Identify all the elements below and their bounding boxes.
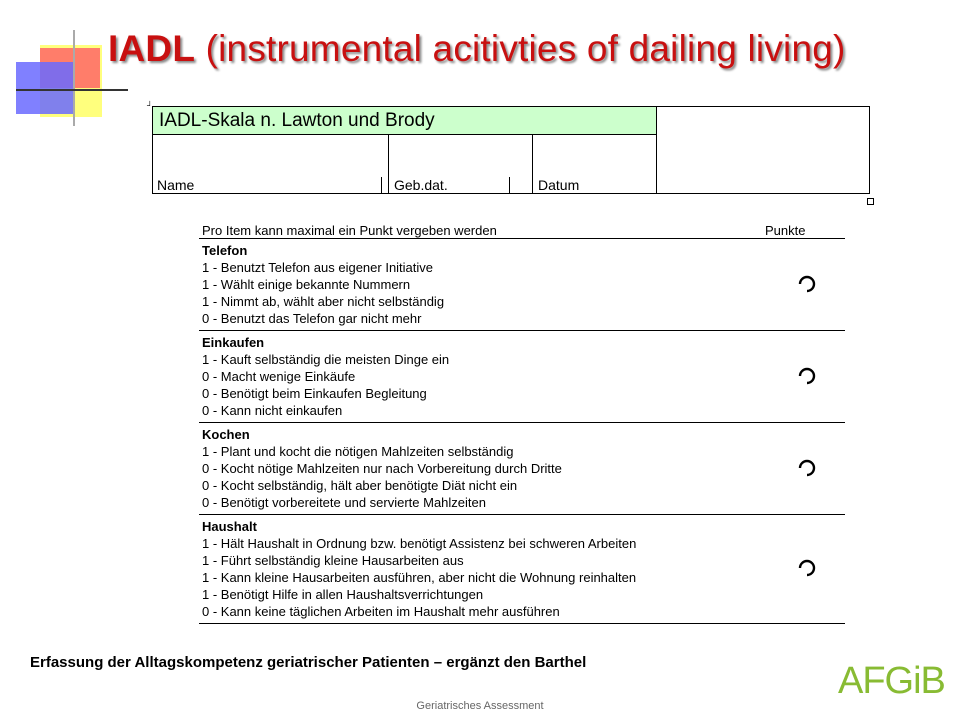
field-separator: [381, 177, 382, 194]
footer-small-text: Geriatrisches Assessment: [416, 700, 544, 712]
option-line: 1 - Kann kleine Hausarbeiten ausführen, aber nicht die Wohnung reinhalten: [202, 570, 637, 585]
items-table: [199, 221, 845, 624]
slide-title: [108, 28, 846, 70]
points-circle-icon[interactable]: [796, 457, 818, 479]
field-label-name: Name: [157, 177, 195, 193]
points-circle-icon[interactable]: [796, 273, 818, 295]
items-header: [199, 221, 845, 239]
header-cell-right-top: [657, 107, 871, 193]
afgib-logo: [838, 660, 945, 703]
option-line: 1 - Wählt einige bekannte Nummern: [202, 277, 411, 292]
option-line: 0 - Kann nicht einkaufen: [202, 403, 343, 418]
footer-caption: Erfassung der Alltagskompetenz geriatrischer Patienten – ergänzt den Barthel: [30, 654, 587, 671]
option-line: 0 - Kann keine täglichen Arbeiten im Haushalt mehr ausführen: [202, 604, 560, 619]
option-line: 1 - Hält Haushalt in Ordnung bzw. benötigt Assistenz bei schweren Arbeiten: [202, 536, 637, 551]
option-line: 0 - Kocht nötige Mahlzeiten nur nach Vorbereitung durch Dritte: [202, 461, 562, 476]
section-name: Einkaufen: [202, 335, 265, 350]
slide-title-rest: (instrumental acitivties of dailing living): [195, 28, 846, 69]
option-line: 0 - Kocht selbständig, hält aber benötigte Diät nicht ein: [202, 478, 518, 493]
section-telefon: [199, 239, 845, 331]
slide-title-bold: IADL: [108, 28, 196, 69]
section-name: Kochen: [202, 427, 250, 442]
field-separator: [509, 177, 510, 194]
logo-text: AFGiB: [838, 660, 945, 702]
option-line: 0 - Benutzt das Telefon gar nicht mehr: [202, 311, 422, 326]
resize-handle[interactable]: [867, 198, 874, 205]
points-circle-icon[interactable]: [796, 365, 818, 387]
option-line: 1 - Benötigt Hilfe in allen Haushaltsverrichtungen: [202, 587, 484, 602]
section-name: Telefon: [202, 243, 248, 258]
option-line: 1 - Führt selbständig kleine Hausarbeiten aus: [202, 553, 464, 568]
section-haushalt: [199, 515, 845, 624]
option-line: 0 - Macht wenige Einkäufe: [202, 369, 356, 384]
items-header-left: Pro Item kann maximal ein Punkt vergeben werden: [202, 223, 497, 238]
option-line: 1 - Kauft selbständig die meisten Dinge ein: [202, 352, 450, 367]
option-line: 1 - Benutzt Telefon aus eigener Initiative: [202, 260, 434, 275]
section-kochen: [199, 423, 845, 515]
option-line: 1 - Plant und kocht die nötigen Mahlzeiten selbständig: [202, 444, 514, 459]
option-line: 0 - Benötigt vorbereitete und servierte Mahlzeiten: [202, 495, 486, 510]
section-einkaufen: [199, 331, 845, 423]
header-table[interactable]: [152, 106, 870, 194]
option-line: 1 - Nimmt ab, wählt aber nicht selbständig: [202, 294, 445, 309]
section-name: Haushalt: [202, 519, 257, 534]
items-header-right: Punkte: [765, 223, 806, 238]
tiny-marker: ┘: [147, 101, 153, 110]
option-line: 0 - Benötigt beim Einkaufen Begleitung: [202, 386, 427, 401]
header-table-title: IADL-Skala n. Lawton und Brody: [153, 107, 657, 135]
field-label-geb: Geb.dat.: [394, 177, 448, 193]
points-circle-icon[interactable]: [796, 557, 818, 579]
field-label-datum: Datum: [538, 177, 580, 193]
